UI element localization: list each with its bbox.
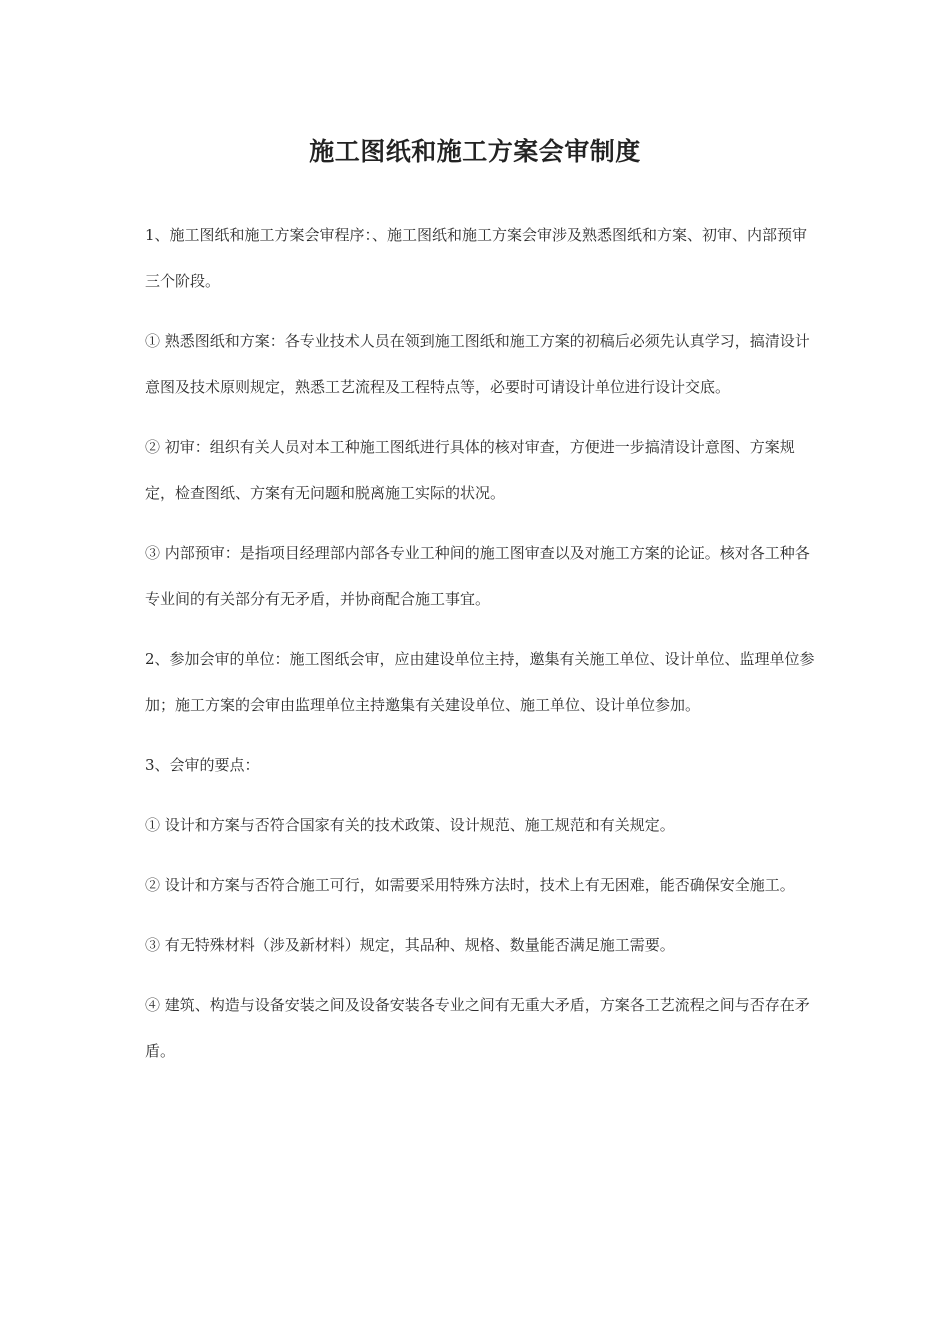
paragraph: 3、会审的要点： — [145, 756, 260, 774]
paragraph: ② 设计和方案与否符合施工可行，如需要采用特殊方法时，技术上有无困难，能否确保安全施工。 — [145, 876, 795, 894]
document-title: 施工图纸和施工方案会审制度 — [309, 137, 641, 166]
paragraph: ① 设计和方案与否符合国家有关的技术政策、设计规范、施工规范和有关规定。 — [145, 816, 675, 834]
paragraph: ② 初审：组织有关人员对本工种施工图纸进行具体的核对审查，方便进一步搞清设计意图、方案规定，检查图纸、方案有无问题和脱离施工实际的状况。 — [145, 438, 795, 502]
paragraph: ① 熟悉图纸和方案：各专业技术人员在领到施工图纸和施工方案的初稿后必须先认真学习，搞清设计意图及技术原则规定，熟悉工艺流程及工程特点等，必要时可请设计单位进行设计交底。 — [145, 332, 810, 396]
paragraph: 2、参加会审的单位：施工图纸会审，应由建设单位主持，邀集有关施工单位、设计单位、监理单位参加；施工方案的会审由监理单位主持邀集有关建设单位、施工单位、设计单位参加。 — [145, 650, 815, 714]
paragraph: ④ 建筑、构造与设备安装之间及设备安装各专业之间有无重大矛盾，方案各工艺流程之间与否存在矛盾。 — [145, 996, 810, 1060]
paragraph: 1、施工图纸和施工方案会审程序：、施工图纸和施工方案会审涉及熟悉图纸和方案、初审、内部预审三个阶段。 — [145, 226, 808, 290]
paragraph: ③ 内部预审：是指项目经理部内部各专业工种间的施工图审查以及对施工方案的论证。核对各工种各专业间的有关部分有无矛盾，并协商配合施工事宜。 — [145, 544, 810, 608]
document-body — [145, 212, 817, 1088]
paragraph: ③ 有无特殊材料（涉及新材料）规定，其品种、规格、数量能否满足施工需要。 — [145, 936, 675, 954]
